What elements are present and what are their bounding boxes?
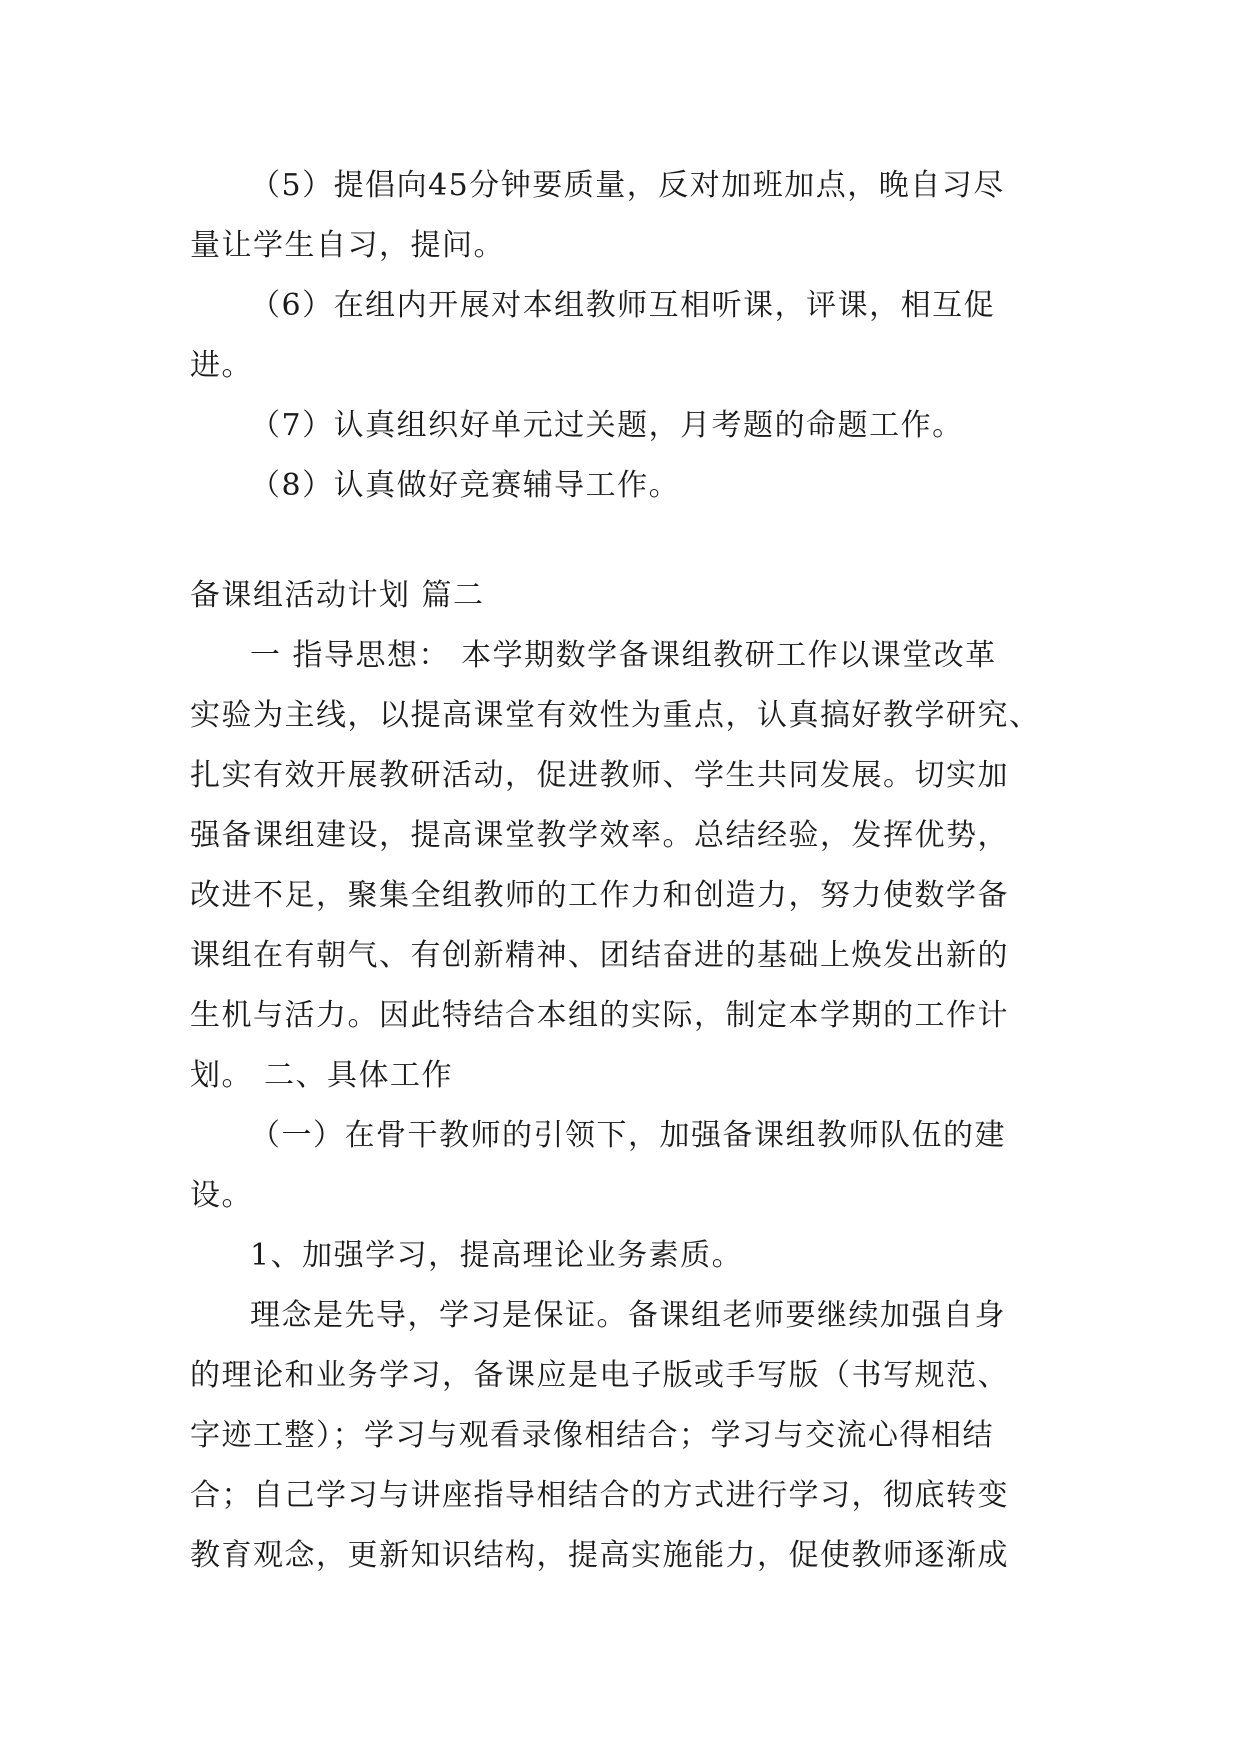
- paragraph-line: 教育观念，更新知识结构，提高实施能力，促使教师逐渐成: [190, 1538, 1009, 1573]
- paragraph-line: （5）提倡向45分钟要质量，反对加班加点，晚自习尽: [250, 168, 1005, 203]
- paragraph-line: （一）在骨干教师的引领下，加强备课组教师队伍的建: [250, 1118, 1006, 1153]
- paragraph-line: 实验为主线，以提高课堂有效性为重点，认真搞好教学研究、: [190, 698, 1041, 733]
- paragraph-line: 强备课组建设，提高课堂教学效率。总结经验，发挥优势，: [190, 818, 1009, 853]
- paragraph-line: （8）认真做好竞赛辅导工作。: [250, 468, 681, 503]
- paragraph-line: 的理论和业务学习，备课应是电子版或手写版（书写规范、: [190, 1358, 1009, 1393]
- paragraph-line: 扎实有效开展教研活动，促进教师、学生共同发展。切实加: [190, 758, 1009, 793]
- paragraph-line: 划。 二、具体工作: [190, 1058, 454, 1093]
- paragraph-line: 理念是先导，学习是保证。备课组老师要继续加强自身: [250, 1298, 1006, 1333]
- section-title: 备课组活动计划 篇二: [190, 578, 485, 613]
- paragraph-line: 字迹工整）；学习与观看录像相结合；学习与交流心得相结: [190, 1418, 994, 1453]
- paragraph-line: （6）在组内开展对本组教师互相听课，评课，相互促: [250, 288, 996, 323]
- paragraph-line: 课组在有朝气、有创新精神、团结奋进的基础上焕发出新的: [190, 938, 1009, 973]
- paragraph-line: 生机与活力。因此特结合本组的实际，制定本学期的工作计: [190, 998, 1009, 1033]
- paragraph-line: 量让学生自习，提问。: [190, 228, 505, 263]
- paragraph-line: 进。: [190, 348, 253, 383]
- paragraph-line: 1、加强学习，提高理论业务素质。: [250, 1238, 744, 1273]
- paragraph-line: 改进不足，聚集全组教师的工作力和创造力，努力使数学备: [190, 878, 1009, 913]
- paragraph-line: 设。: [190, 1178, 253, 1213]
- paragraph-line: 合；自己学习与讲座指导相结合的方式进行学习，彻底转变: [190, 1478, 1009, 1513]
- paragraph-line: （7）认真组织好单元过关题，月考题的命题工作。: [250, 408, 964, 443]
- paragraph-line: 一 指导思想： 本学期数学备课组教研工作以课堂改革: [250, 638, 997, 673]
